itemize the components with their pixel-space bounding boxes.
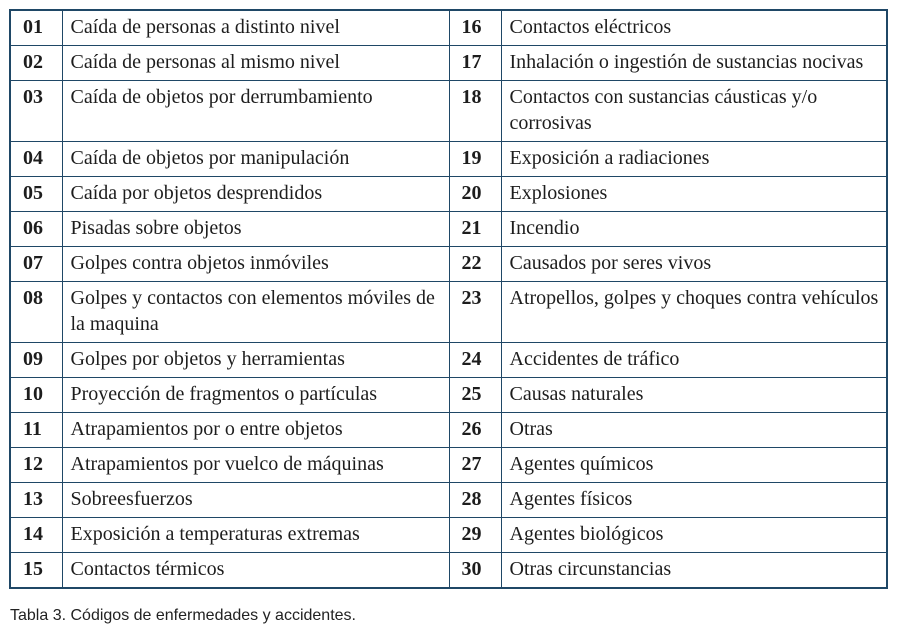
code-cell: 21 [449,212,501,247]
description-cell: Causas naturales [501,378,887,413]
codes-table [9,9,888,589]
code-cell: 04 [10,142,62,177]
code-cell: 28 [449,483,501,518]
table-body [10,10,887,588]
description-cell: Sobreesfuerzos [62,483,449,518]
table-row [10,413,887,448]
code-cell: 23 [449,282,501,343]
table-row [10,81,887,142]
table-row [10,247,887,282]
description-cell: Proyección de fragmentos o partículas [62,378,449,413]
code-cell: 09 [10,343,62,378]
table-row [10,483,887,518]
description-cell: Inhalación o ingestión de sustancias nocivas [501,46,887,81]
code-cell: 19 [449,142,501,177]
description-cell: Contactos térmicos [62,553,449,589]
code-cell: 08 [10,282,62,343]
code-cell: 02 [10,46,62,81]
description-cell: Caída de objetos por manipulación [62,142,449,177]
table-row [10,378,887,413]
code-cell: 25 [449,378,501,413]
description-cell: Causados por seres vivos [501,247,887,282]
table-row [10,177,887,212]
description-cell: Contactos eléctricos [501,10,887,46]
table-row [10,10,887,46]
description-cell: Pisadas sobre objetos [62,212,449,247]
description-cell: Caída por objetos desprendidos [62,177,449,212]
code-cell: 11 [10,413,62,448]
description-cell: Golpes por objetos y herramientas [62,343,449,378]
description-cell: Incendio [501,212,887,247]
description-cell: Exposición a radiaciones [501,142,887,177]
code-cell: 17 [449,46,501,81]
code-cell: 12 [10,448,62,483]
code-cell: 05 [10,177,62,212]
code-cell: 27 [449,448,501,483]
code-cell: 06 [10,212,62,247]
code-cell: 20 [449,177,501,212]
code-cell: 30 [449,553,501,589]
table-row [10,343,887,378]
description-cell: Contactos con sustancias cáusticas y/o corrosivas [501,81,887,142]
table-row [10,448,887,483]
description-cell: Agentes químicos [501,448,887,483]
description-cell: Golpes contra objetos inmóviles [62,247,449,282]
description-cell: Atrapamientos por o entre objetos [62,413,449,448]
table-row [10,212,887,247]
table-row [10,142,887,177]
description-cell: Agentes biológicos [501,518,887,553]
table-row [10,553,887,589]
description-cell: Explosiones [501,177,887,212]
code-cell: 07 [10,247,62,282]
table-row [10,46,887,81]
description-cell: Exposición a temperaturas extremas [62,518,449,553]
code-cell: 10 [10,378,62,413]
code-cell: 14 [10,518,62,553]
code-cell: 22 [449,247,501,282]
code-cell: 29 [449,518,501,553]
table-caption: Tabla 3. Códigos de enfermedades y accidentes. [10,607,356,624]
code-cell: 18 [449,81,501,142]
description-cell: Caída de personas al mismo nivel [62,46,449,81]
description-cell: Caída de personas a distinto nivel [62,10,449,46]
table-row [10,282,887,343]
code-cell: 15 [10,553,62,589]
code-cell: 13 [10,483,62,518]
description-cell: Atrapamientos por vuelco de máquinas [62,448,449,483]
code-cell: 03 [10,81,62,142]
description-cell: Agentes físicos [501,483,887,518]
description-cell: Golpes y contactos con elementos móviles de la maquina [62,282,449,343]
description-cell: Atropellos, golpes y choques contra vehículos [501,282,887,343]
description-cell: Otras circunstancias [501,553,887,589]
table-row [10,518,887,553]
description-cell: Caída de objetos por derrumbamiento [62,81,449,142]
code-cell: 24 [449,343,501,378]
code-cell: 16 [449,10,501,46]
description-cell: Otras [501,413,887,448]
code-cell: 26 [449,413,501,448]
description-cell: Accidentes de tráfico [501,343,887,378]
code-cell: 01 [10,10,62,46]
